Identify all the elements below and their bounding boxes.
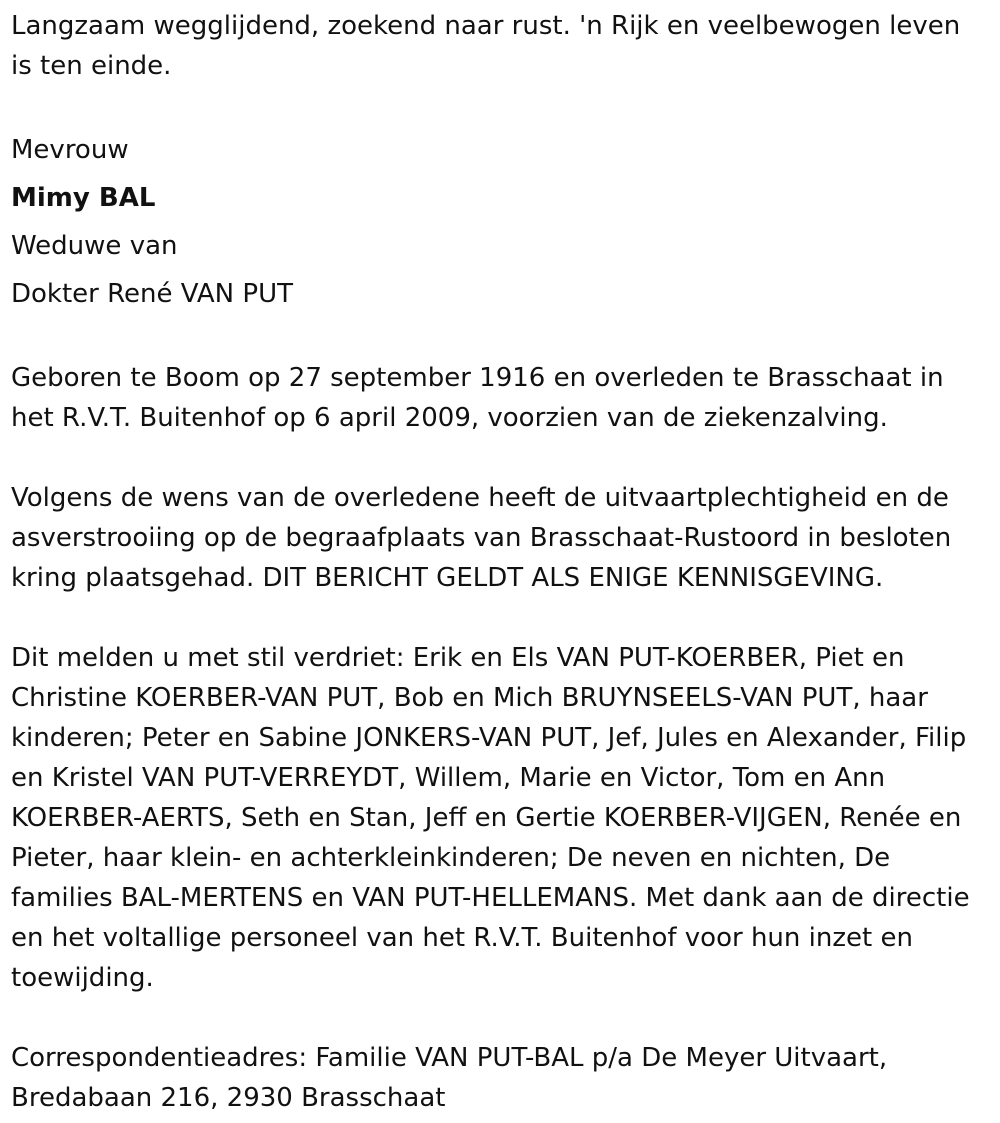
ceremony-text: Volgens de wens van de overledene heeft de uitvaartplechtigheid en de asverstrooiing op de begraafplaats van Brasschaat-Rustoord in besloten kring plaatsgehad. DIT BERICHT GELDT ALS ENIGE KENNISGEVING.	[11, 483, 952, 593]
salutation: Mevrouw	[11, 135, 129, 165]
birth-death-text: Geboren te Boom op 27 september 1916 en overleden te Brasschaat in het R.V.T. Buitenhof op 6 april 2009, voorzien van de ziekenzalving.	[11, 363, 944, 433]
widow-of-label: Weduwe van	[11, 231, 178, 261]
deceased-name: Mimy BAL	[11, 183, 156, 213]
spouse-name: Dokter René VAN PUT	[11, 279, 293, 309]
obituary-notice	[11, 6, 986, 1118]
correspondence-text: Correspondentieadres: Familie VAN PUT-BAL p/a De Meyer Uitvaart, Bredabaan 216, 2930 Brasschaat	[11, 1043, 888, 1113]
family-text: Dit melden u met stil verdriet: Erik en Els VAN PUT-KOERBER, Piet en Christine KOERBER-VAN PUT, Bob en Mich BRUYNSEELS-VAN PUT, haar kinderen; Peter en Sabine JONKERS-VAN PUT, Jef, Jules en Alexander, Filip en Kristel VAN PUT-VERREYDT, Willem, Marie en Victor, Tom en Ann KOERBER-AERTS, Seth en Stan, Jeff en Gertie KOERBER-VIJGEN, Renée en Pieter, haar klein- en achterkleinkinderen; De neven en nichten, De families BAL-MERTENS en VAN PUT-HELLEMANS. Met dank aan de directie en het voltallige personeel van het R.V.T. Buitenhof voor hun inzet en toewijding.	[11, 643, 970, 993]
intro-text: Langzaam wegglijdend, zoekend naar rust. 'n Rijk en veelbewogen leven is ten einde.	[11, 11, 961, 81]
